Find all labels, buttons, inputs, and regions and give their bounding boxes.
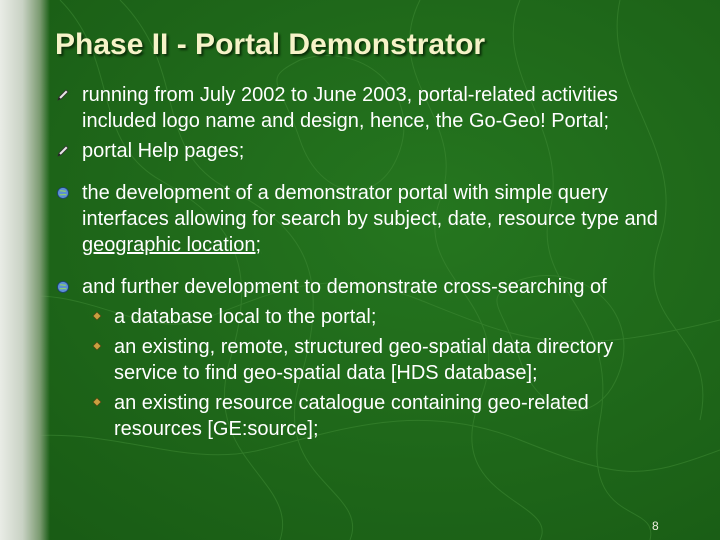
list-item-text: and further development to demonstrate cross-searching of — [82, 276, 607, 298]
list-item-underlined-text: geographic location; — [82, 234, 262, 256]
list-item-text: running from July 2002 to June 2003, portal-related activities included logo name and design, hence, the Go-Geo! Portal; — [82, 84, 618, 132]
list-item-text: a database local to the portal; — [114, 306, 377, 328]
list-item-text: an existing resource catalogue containing geo-related resources [GE:source]; — [114, 392, 589, 440]
small-diamond-icon — [92, 311, 102, 321]
page-number: 8 — [652, 519, 659, 533]
list-item — [82, 138, 682, 164]
sub-list-item — [114, 390, 682, 442]
small-diamond-icon — [92, 397, 102, 407]
bullet-list — [82, 82, 682, 442]
list-item-text: the development of a demonstrator portal with simple query interfaces allowing for search by subject, date, resource type and — [82, 182, 658, 230]
globe-icon — [56, 186, 70, 200]
list-item-text: an existing, remote, structured geo-spatial data directory service to find geo-spatial data [HDS database]; — [114, 336, 614, 384]
slide-title: Phase II - Portal Demonstrator — [55, 28, 486, 61]
list-item — [82, 180, 682, 258]
globe-icon — [56, 280, 70, 294]
map-edge-strip — [0, 0, 50, 540]
pencil-icon — [56, 144, 70, 158]
small-diamond-icon — [92, 341, 102, 351]
sub-list-item — [114, 334, 682, 386]
pencil-icon — [56, 88, 70, 102]
list-item — [82, 82, 682, 134]
list-item — [82, 274, 682, 300]
sub-list-item — [114, 304, 682, 330]
list-item-text: portal Help pages; — [82, 140, 245, 162]
